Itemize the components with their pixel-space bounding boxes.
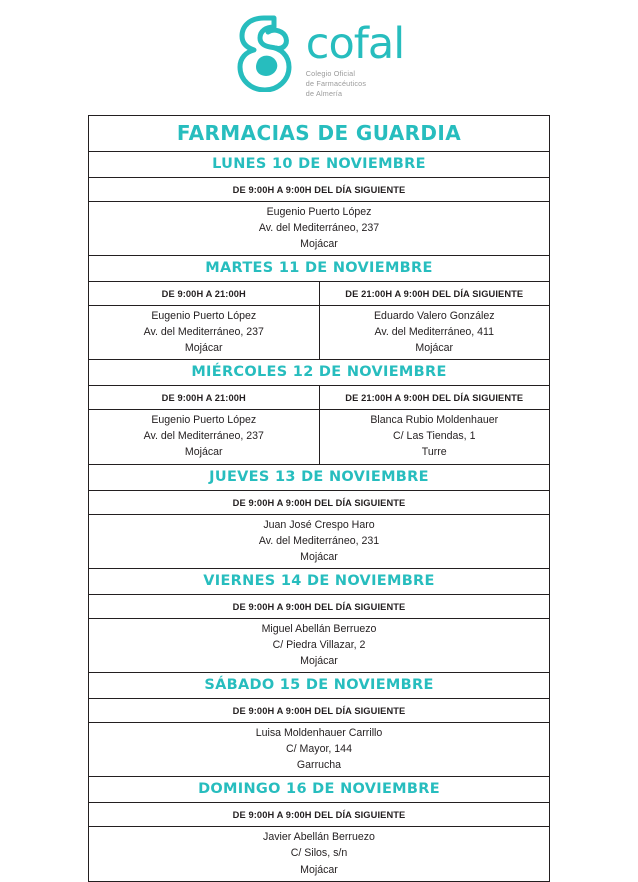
logo-subtitle-line: de Almería xyxy=(305,88,343,98)
logo-lockup xyxy=(234,14,404,99)
hours-cell xyxy=(89,491,549,514)
day-header-cell xyxy=(89,465,549,490)
pharmacy-row xyxy=(89,514,549,568)
pharmacy-cell xyxy=(89,515,549,568)
day-title: JUEVES 13 DE NOVIEMBRE xyxy=(209,468,429,485)
day-header-cell xyxy=(89,569,549,594)
hours-row xyxy=(89,177,549,201)
pharmacy-town: Mojácar xyxy=(300,237,338,250)
day-header-row xyxy=(89,776,549,802)
logo-subtitle-line: Colegio Oficial xyxy=(305,68,356,78)
pharmacy-address: Av. del Mediterráneo, 237 xyxy=(258,221,380,234)
hours-cell xyxy=(89,386,319,409)
pharmacy-town: Mojácar xyxy=(300,550,338,563)
pharmacy-row xyxy=(89,409,549,463)
pharmacy-cell xyxy=(89,202,549,255)
day-title: SÁBADO 15 DE NOVIEMBRE xyxy=(204,677,434,694)
pharmacist-name: Eugenio Puerto López xyxy=(151,414,257,427)
day-header-row xyxy=(89,568,549,594)
table-title-row xyxy=(89,116,549,151)
pharmacist-name: Javier Abellán Berruezo xyxy=(263,831,375,844)
hours-label: DE 9:00H A 9:00H DEL DÍA SIGUIENTE xyxy=(232,810,406,821)
day-header-cell xyxy=(89,673,549,698)
hours-label: DE 9:00H A 21:00H xyxy=(161,288,246,299)
pharmacy-address: Av. del Mediterráneo, 411 xyxy=(374,326,495,339)
hours-label: DE 9:00H A 9:00H DEL DÍA SIGUIENTE xyxy=(232,706,406,717)
page-title: FARMACIAS DE GUARDIA xyxy=(176,120,462,145)
pharmacist-name: Juan José Crespo Haro xyxy=(263,518,375,531)
hours-label: DE 9:00H A 21:00H xyxy=(161,393,246,404)
day-title: VIERNES 14 DE NOVIEMBRE xyxy=(203,572,435,589)
day-header-row xyxy=(89,464,549,490)
pharmacy-town: Mojácar xyxy=(300,863,338,876)
pharmacy-town: Turre xyxy=(421,446,447,459)
day-title: MARTES 11 DE NOVIEMBRE xyxy=(205,259,433,276)
day-header-row xyxy=(89,672,549,698)
day-header-cell xyxy=(89,256,549,281)
logo-header xyxy=(0,0,638,99)
pharmacy-row xyxy=(89,305,549,359)
pharmacy-address: C/ Las Tiendas, 1 xyxy=(393,430,476,443)
logo-text-block xyxy=(306,14,404,99)
hours-label: DE 21:00H A 9:00H DEL DÍA SIGUIENTE xyxy=(345,393,524,404)
hours-cell xyxy=(89,282,319,305)
pharmacy-cell xyxy=(89,827,549,880)
pharmacist-name: Luisa Moldenhauer Carrillo xyxy=(255,727,383,740)
pharmacy-town: Mojácar xyxy=(184,342,223,355)
day-header-cell xyxy=(89,777,549,802)
day-header-cell xyxy=(89,360,549,385)
pharmacy-cell xyxy=(319,410,550,463)
day-header-row xyxy=(89,359,549,385)
hours-cell xyxy=(89,178,549,201)
day-header-row xyxy=(89,151,549,177)
hours-cell xyxy=(89,595,549,618)
pharmacy-town: Garrucha xyxy=(296,759,342,772)
pharmacist-name: Blanca Rubio Moldenhauer xyxy=(370,414,499,427)
pharmacy-row xyxy=(89,826,549,880)
pharmacy-address: C/ Mayor, 144 xyxy=(286,743,352,756)
pharmacy-address: C/ Silos, s/n xyxy=(290,847,348,860)
pharmacy-town: Mojácar xyxy=(184,446,223,459)
hours-row xyxy=(89,281,549,305)
pharmacist-name: Eugenio Puerto López xyxy=(151,309,257,322)
cofal-mortar-icon xyxy=(234,14,298,92)
day-title: DOMINGO 16 DE NOVIEMBRE xyxy=(198,781,440,798)
hours-row xyxy=(89,385,549,409)
pharmacist-name: Miguel Abellán Berruezo xyxy=(261,622,377,635)
logo-subtitle xyxy=(306,69,404,99)
pharmacy-address: Av. del Mediterráneo, 231 xyxy=(258,534,380,547)
hours-row xyxy=(89,594,549,618)
day-header-row xyxy=(89,255,549,281)
logo-subtitle-line: de Farmacéuticos xyxy=(305,78,367,88)
pharmacy-town: Mojácar xyxy=(300,654,338,667)
hours-cell xyxy=(319,282,550,305)
pharmacy-row xyxy=(89,618,549,672)
hours-label: DE 21:00H A 9:00H DEL DÍA SIGUIENTE xyxy=(345,288,524,299)
hours-cell xyxy=(89,803,549,826)
duty-roster-table xyxy=(88,115,550,882)
hours-row xyxy=(89,490,549,514)
pharmacy-row xyxy=(89,201,549,255)
hours-row xyxy=(89,802,549,826)
day-header-cell xyxy=(89,152,549,177)
hours-label: DE 9:00H A 9:00H DEL DÍA SIGUIENTE xyxy=(232,497,406,508)
pharmacy-cell xyxy=(319,306,550,359)
pharmacy-cell xyxy=(89,306,319,359)
hours-cell xyxy=(319,386,550,409)
pharmacy-row xyxy=(89,722,549,776)
hours-row xyxy=(89,698,549,722)
pharmacist-name: Eduardo Valero González xyxy=(373,309,495,322)
pharmacy-cell xyxy=(89,619,549,672)
logo-wordmark: cofal xyxy=(305,19,405,69)
table-title-cell xyxy=(89,116,549,151)
hours-cell xyxy=(89,699,549,722)
day-title: LUNES 10 DE NOVIEMBRE xyxy=(212,155,426,172)
pharmacy-address: Av. del Mediterráneo, 237 xyxy=(143,326,264,339)
day-title: MIÉRCOLES 12 DE NOVIEMBRE xyxy=(191,364,447,381)
pharmacist-name: Eugenio Puerto López xyxy=(266,205,372,218)
pharmacy-address: C/ Piedra Villazar, 2 xyxy=(272,638,366,651)
hours-label: DE 9:00H A 9:00H DEL DÍA SIGUIENTE xyxy=(232,184,406,195)
pharmacy-address: Av. del Mediterráneo, 237 xyxy=(143,430,264,443)
pharmacy-town: Mojácar xyxy=(415,342,454,355)
pharmacy-cell xyxy=(89,410,319,463)
hours-label: DE 9:00H A 9:00H DEL DÍA SIGUIENTE xyxy=(232,601,406,612)
pharmacy-cell xyxy=(89,723,549,776)
